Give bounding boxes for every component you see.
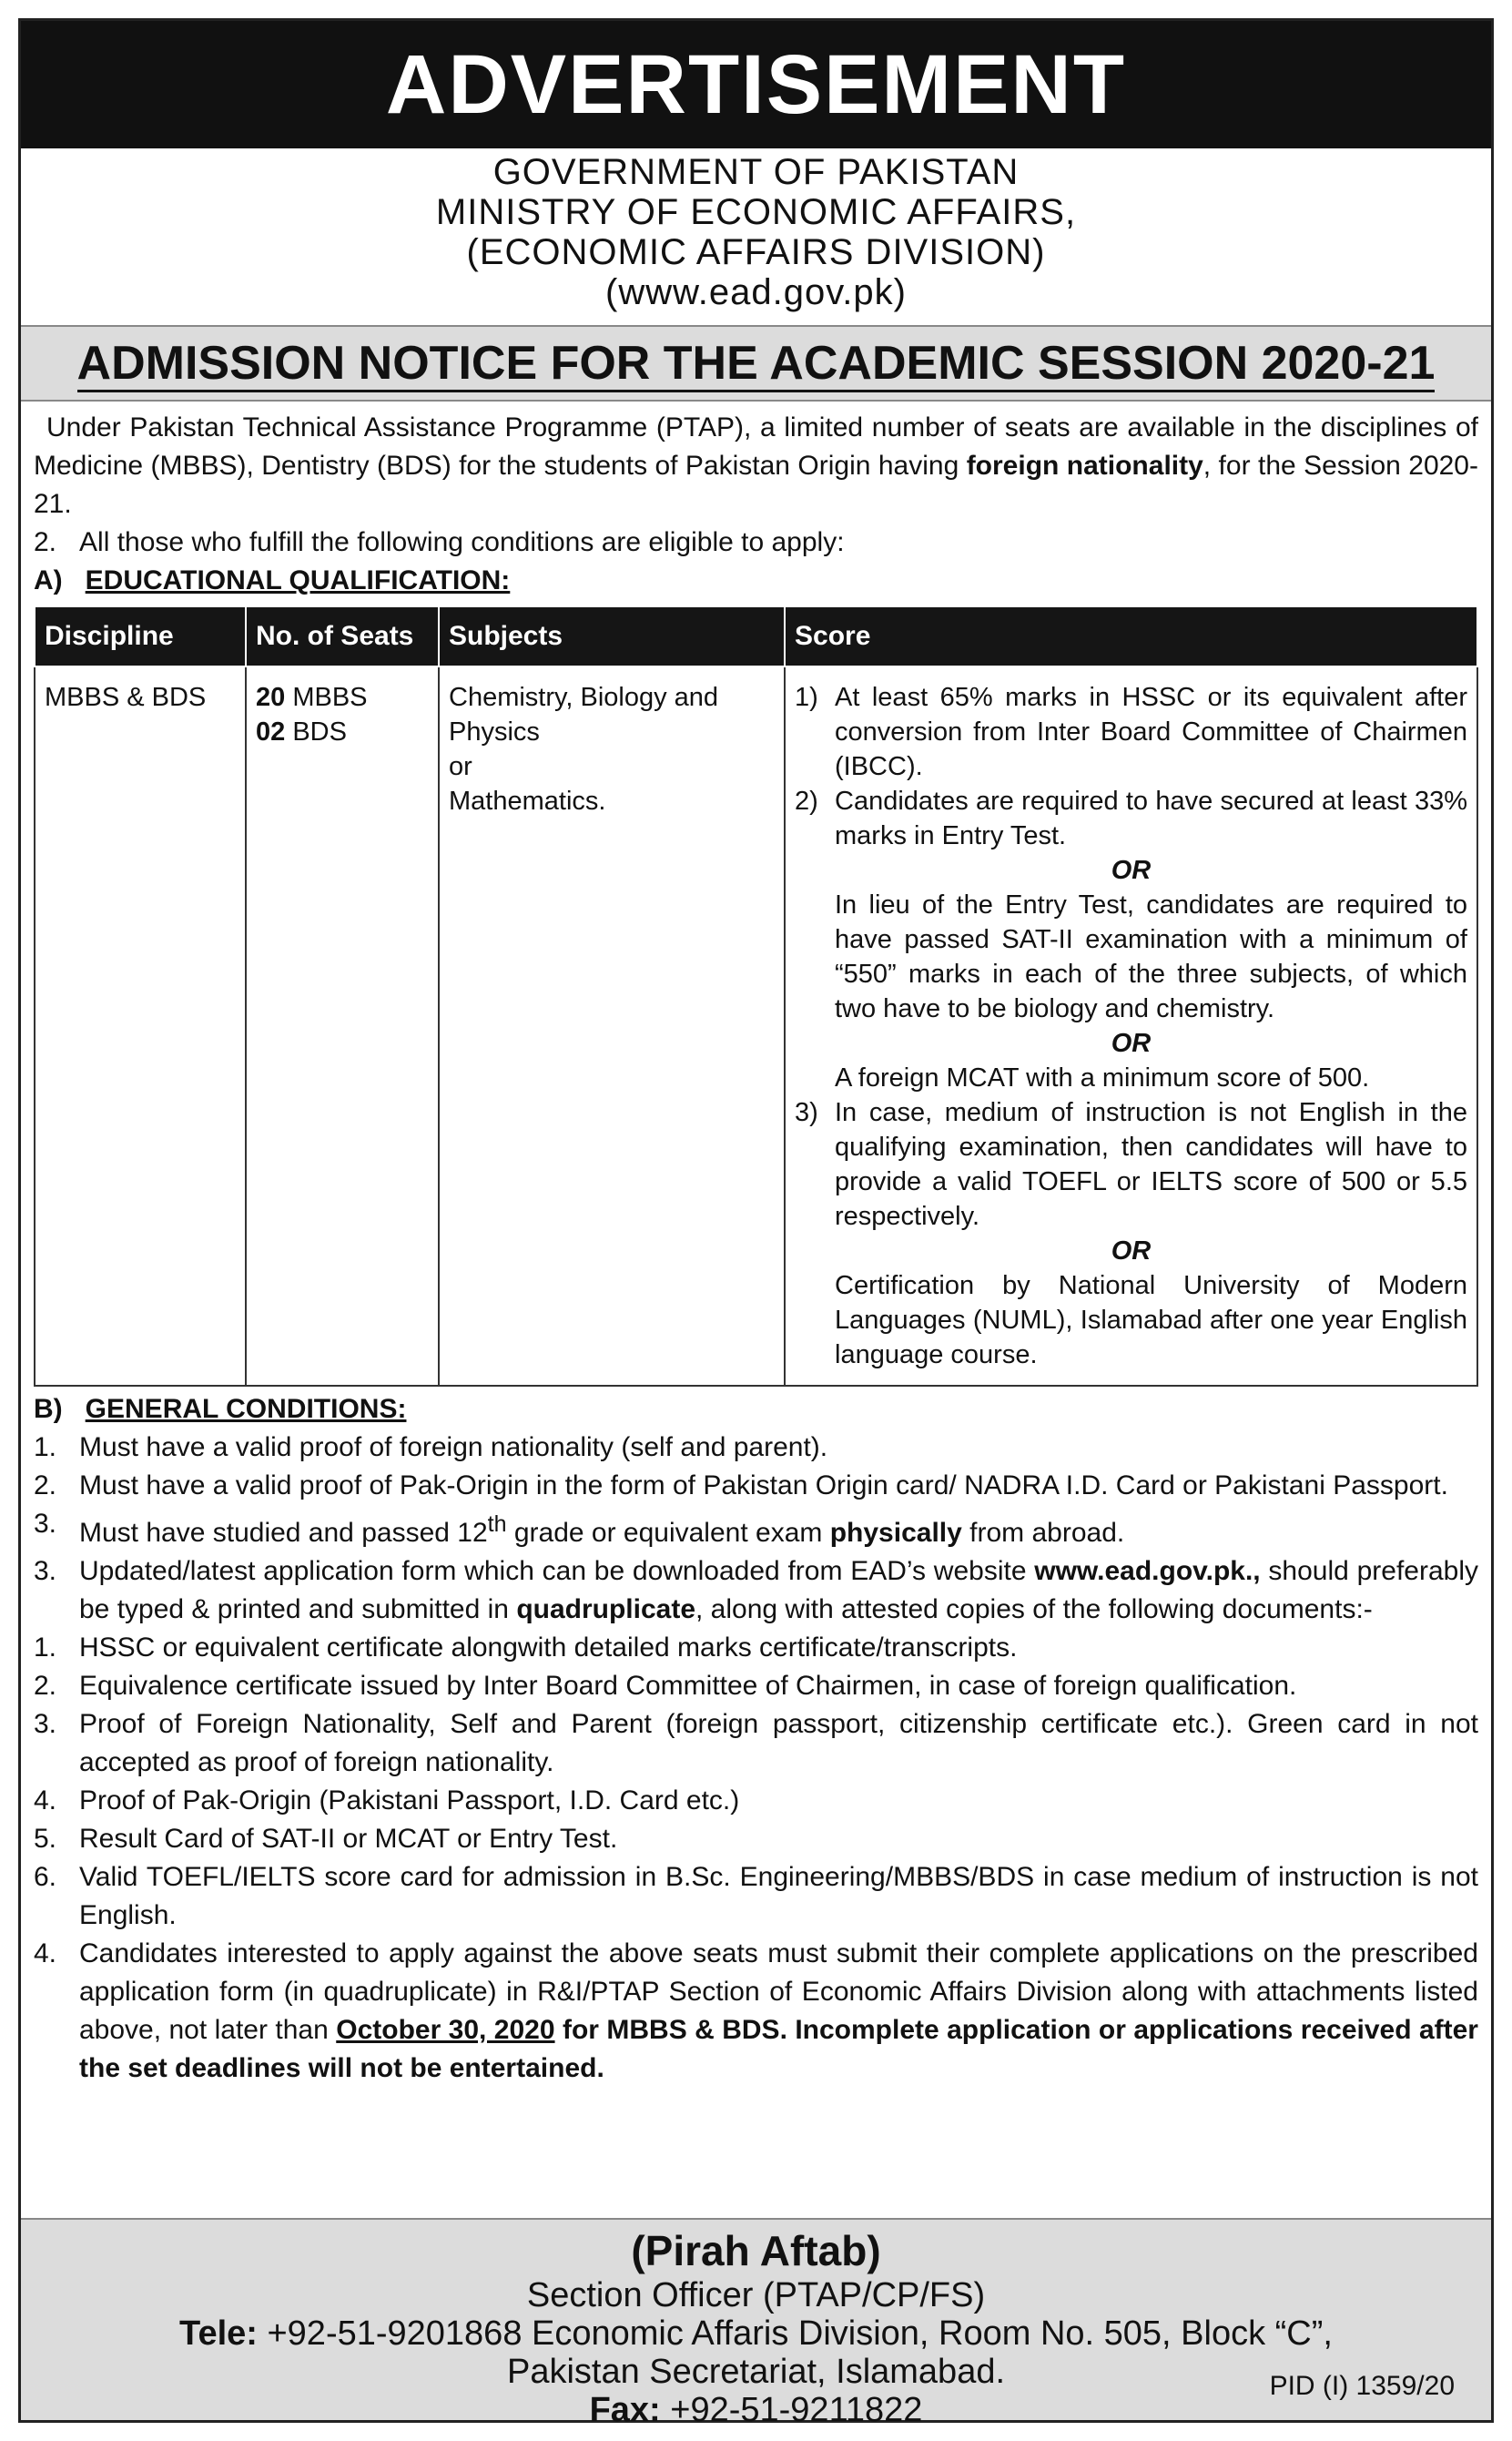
header-line-website: (www.ead.gov.pk): [605, 272, 907, 312]
section-b-title: GENERAL CONDITIONS:: [85, 1394, 407, 1424]
point-3-text-b: should preferably be typed & printed and submitted in: [79, 1556, 1478, 1624]
point-2: [34, 524, 1478, 562]
section-a-title: EDUCATIONAL QUALIFICATION:: [85, 565, 511, 595]
list-item: [34, 1782, 1478, 1820]
point-4: [34, 1935, 1478, 2088]
signer-name: (Pirah Aftab): [631, 2227, 881, 2274]
score-item-text: In case, medium of instruction is not English in the qualifying examination, then candidates will have to provide a valid TOEFL or IELTS score of 500 or 5.5 respectively.: [835, 1098, 1467, 1231]
score-item-text: At least 65% marks in HSSC or its equivalent after conversion from Inter Board Committee of Chairmen (IBCC).: [835, 683, 1467, 781]
column-header-discipline: Discipline: [35, 606, 246, 666]
list-item: [34, 1629, 1478, 1667]
list-item: [34, 1429, 1478, 1467]
quadruplicate-bold: quadruplicate: [516, 1594, 696, 1624]
list-item: [34, 1505, 1478, 1552]
cell-subjects: [439, 666, 785, 1386]
superscript: th: [487, 1511, 507, 1537]
seats-mbbs-label: MBBS: [292, 683, 368, 712]
section-a-heading: [34, 562, 1478, 600]
score-list: [795, 680, 1467, 853]
cell-discipline: MBBS & BDS: [35, 666, 246, 1386]
notice-title: [21, 325, 1491, 402]
list-item-text: Must have studied and passed 12: [79, 1518, 488, 1548]
header-line-government: GOVERNMENT OF PAKISTAN: [492, 152, 1020, 192]
signature-footer: [21, 2218, 1491, 2429]
tele-label: Tele:: [179, 2314, 258, 2353]
list-item-number: 6.: [34, 1862, 57, 1892]
section-b-label: B): [34, 1394, 63, 1424]
signer-designation: Section Officer (PTAP/CP/FS): [526, 2276, 986, 2314]
fax-value: +92-51-9211822: [660, 2391, 923, 2429]
list-item-number: 2.: [34, 1671, 57, 1701]
section-b-heading: [34, 1390, 1478, 1429]
subject-line: or: [449, 752, 472, 781]
list-item: [34, 1467, 1478, 1505]
point-3: [34, 1552, 1478, 1629]
score-item-3: [795, 1095, 1467, 1234]
fax-label: Fax:: [589, 2391, 661, 2429]
point-4-text: [34, 1935, 1478, 2088]
list-item-text: from abroad.: [961, 1518, 1125, 1548]
list-item-text: grade or equivalent exam: [506, 1518, 830, 1548]
documents-list: [34, 1629, 1478, 1935]
score-item-text: Candidates are required to have secured at least 33% marks in Entry Test.: [835, 787, 1467, 850]
point-3-number: 3.: [34, 1556, 57, 1586]
seats-bds-label: BDS: [292, 717, 347, 747]
subject-line: Mathematics.: [449, 787, 606, 816]
list-item-text: Result Card of SAT-II or MCAT or Entry Test.: [79, 1824, 618, 1854]
point-2-number: 2.: [34, 527, 57, 557]
pid-number: PID (I) 1359/20: [1269, 2371, 1455, 2401]
header-line-division: (ECONOMIC AFFAIRS DIVISION): [466, 232, 1046, 272]
seats-mbbs-count: 20: [256, 683, 286, 712]
score-item-2: [795, 784, 1467, 853]
intro-text-end: , for the Session 2020-21.: [34, 451, 1478, 519]
list-item-text: HSSC or equivalent certificate alongwith detailed marks certificate/transcripts.: [79, 1632, 1018, 1663]
score-numl-alternative: Certification by National University of Modern Languages (NUML), Islamabad after one year English language course.: [835, 1271, 1467, 1369]
intro-bold: foreign nationality: [966, 451, 1203, 481]
list-item-text: Valid TOEFL/IELTS score card for admission in B.Sc. Engineering/MBBS/BDS in case medium of instruction is not English.: [79, 1862, 1478, 1930]
list-item: [34, 1820, 1478, 1858]
point-2-text: All those who fulfill the following conditions are eligible to apply:: [79, 527, 845, 557]
cell-seats: [246, 666, 439, 1386]
list-item-text: Proof of Foreign Nationality, Self and Parent (foreign passport, citizenship certificate etc.). Green card in not accepted as proof of foreign nationality.: [79, 1709, 1478, 1777]
point-3-text-c: , along with attested copies of the following documents:-: [695, 1594, 1373, 1624]
general-conditions-list: [34, 1429, 1478, 1552]
point-4-text-a: Candidates interested to apply against the above seats must submit their complete applications on the prescribed application form (in quadruplicate) in R&I/PTAP Section of Economic Affairs Division along with attachments listed above, not later than: [79, 1938, 1478, 2045]
list-item: [34, 1705, 1478, 1782]
header-line-ministry: MINISTRY OF ECONOMIC AFFAIRS,: [435, 192, 1077, 232]
list-item-number: 3.: [34, 1509, 57, 1539]
qualification-table: [34, 605, 1478, 1387]
score-sat-alternative: In lieu of the Entry Test, candidates are required to have passed SAT-II examination with a minimum of “550” marks in each of the three subjects, of which two have to be biology and chemistry.: [835, 890, 1467, 1023]
point-4-bold: for MBBS & BDS. Incomplete application or applications received after the set deadlines will not be entertained.: [79, 2015, 1478, 2083]
or-separator: OR: [1111, 1029, 1152, 1058]
column-header-score: Score: [785, 606, 1477, 666]
list-item-number: 2.: [34, 1470, 57, 1500]
score-item-number: 2): [795, 787, 818, 816]
list-item-number: 1.: [34, 1632, 57, 1663]
advertisement-banner: ADVERTISEMENT: [21, 21, 1491, 148]
list-item-text: Proof of Pak-Origin (Pakistani Passport, I.D. Card etc.): [79, 1785, 740, 1815]
list-item: [34, 1858, 1478, 1935]
ministry-header: [21, 148, 1491, 312]
ead-website: www.ead.gov.pk.,: [1034, 1556, 1261, 1586]
table-row: [35, 666, 1477, 1386]
list-item-number: 1.: [34, 1432, 57, 1462]
seats-bds-count: 02: [256, 717, 286, 747]
intro-text: Under Pakistan Technical Assistance Programme (PTAP), a limited number of seats are available in the disciplines of Medicine (MBBS), Dentistry (BDS) for the students of Pakistan Origin having: [34, 412, 1478, 481]
list-item-number: 3.: [34, 1709, 57, 1739]
list-item-bold: physically: [829, 1518, 962, 1548]
list-item: [34, 1667, 1478, 1705]
score-item-1: [795, 680, 1467, 784]
score-list-continued: [795, 1095, 1467, 1234]
list-item-text: Must have a valid proof of Pak-Origin in the form of Pakistan Origin card/ NADRA I.D. Card or Pakistani Passport.: [79, 1470, 1448, 1500]
cell-score: [785, 666, 1477, 1386]
point-3-text: [34, 1552, 1478, 1629]
list-item-text: Must have a valid proof of foreign nationality (self and parent).: [79, 1432, 828, 1462]
subject-line: Chemistry, Biology and: [449, 683, 719, 712]
address-line: Pakistan Secretariat, Islamabad.: [506, 2353, 1006, 2391]
score-mcat-alternative: A foreign MCAT with a minimum score of 500.: [835, 1063, 1370, 1093]
notice-title-text: ADMISSION NOTICE FOR THE ACADEMIC SESSION 2020-21: [77, 337, 1436, 392]
tele-value: +92-51-9201868 Economic Affaris Division, Room No. 505, Block “C”,: [257, 2314, 1333, 2353]
telephone-line: [21, 2314, 1491, 2353]
point-3-text-a: Updated/latest application form which can be downloaded from EAD’s website: [79, 1556, 1035, 1586]
list-item-text: Equivalence certificate issued by Inter Board Committee of Chairmen, in case of foreign qualification.: [79, 1671, 1297, 1701]
score-item-number: 3): [795, 1098, 818, 1127]
or-separator: OR: [1111, 1236, 1152, 1266]
or-separator: OR: [1111, 856, 1152, 885]
section-a-label: A): [34, 565, 63, 595]
list-item-number: 5.: [34, 1824, 57, 1854]
column-header-subjects: Subjects: [439, 606, 785, 666]
notice-body: [21, 402, 1491, 2088]
intro-paragraph: [34, 409, 1478, 524]
score-item-number: 1): [795, 683, 818, 712]
deadline-date: October 30, 2020: [336, 2015, 555, 2045]
table-header-row: [35, 606, 1477, 666]
advertisement-page: [18, 18, 1494, 2429]
point-4-number: 4.: [34, 1938, 57, 1968]
column-header-seats: No. of Seats: [246, 606, 439, 666]
subject-line: Physics: [449, 717, 540, 747]
list-item-number: 4.: [34, 1785, 57, 1815]
